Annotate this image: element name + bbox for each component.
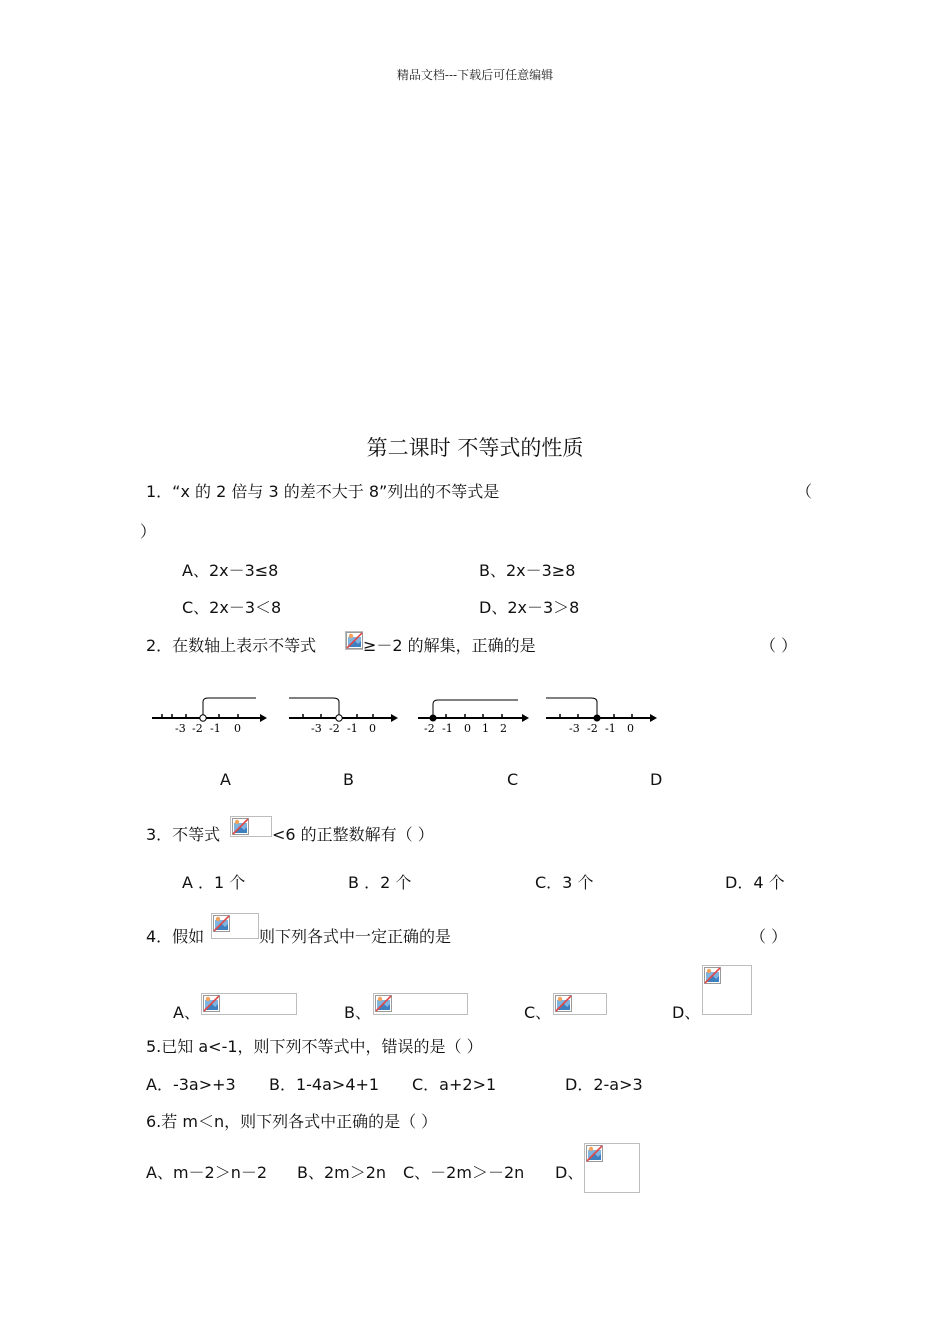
question-3-option-c: C．3 个	[535, 873, 594, 892]
question-4-option-d-image	[702, 965, 752, 1015]
question-4-image	[211, 913, 259, 939]
question-5-text: 5.已知 a<-1，则下列不等式中，错误的是（ ）	[146, 1037, 483, 1056]
question-4-option-d: D、	[672, 1003, 701, 1022]
question-1-option-c: C、2x－3＜8	[182, 598, 282, 617]
question-2-image	[345, 631, 363, 650]
question-3-option-b: B ．2 个	[348, 873, 412, 892]
tick-label: -1	[347, 722, 358, 735]
tick-label: -1	[442, 722, 453, 735]
tick-label: -2	[192, 722, 203, 735]
broken-image-icon	[213, 915, 230, 932]
number-line-d-label: D	[650, 770, 663, 789]
broken-image-icon	[555, 995, 572, 1012]
question-1-paren-open: （	[796, 482, 813, 501]
question-6-option-b: B、2m＞2n	[297, 1163, 387, 1182]
broken-image-icon	[375, 995, 392, 1012]
tick-label: -2	[329, 722, 340, 735]
broken-image-icon	[346, 632, 363, 649]
tick-label: -2	[424, 722, 435, 735]
number-line-c	[414, 690, 532, 740]
tick-label: 0	[234, 722, 241, 735]
question-1-option-b: B、2x－3≥8	[479, 561, 576, 580]
question-3-image	[230, 816, 272, 837]
tick-label: -3	[569, 722, 580, 735]
page-header: 精品文档---下载后可任意编辑	[396, 68, 554, 82]
question-2-paren: （ ）	[760, 636, 798, 655]
broken-image-icon	[232, 818, 249, 835]
question-6-text: 6.若 m＜n，则下列各式中正确的是（ ）	[146, 1112, 438, 1131]
question-3-option-d: D．4 个	[725, 873, 785, 892]
question-5-option-d: D．2-a>3	[565, 1075, 643, 1094]
tick-label: 0	[369, 722, 376, 735]
question-4-option-a: A、	[173, 1003, 200, 1022]
number-line-d	[542, 690, 662, 740]
question-4-option-c: C、	[524, 1003, 552, 1022]
tick-label: -1	[605, 722, 616, 735]
question-5-option-c: C．a+2>1	[412, 1075, 497, 1094]
question-2-text-after: ≥－2 的解集，正确的是	[363, 636, 536, 655]
question-4-paren: （ ）	[750, 927, 788, 946]
question-1-option-a: A、2x－3≤8	[182, 561, 279, 580]
broken-image-icon	[704, 967, 721, 984]
question-4-option-a-image	[201, 993, 297, 1015]
tick-label: 0	[464, 722, 471, 735]
question-4-option-c-image	[553, 993, 607, 1015]
question-1-text: 1．“x 的 2 倍与 3 的差不大于 8”列出的不等式是	[146, 482, 500, 501]
number-line-a	[148, 690, 270, 740]
tick-label: -3	[311, 722, 322, 735]
question-4-text-before: 4．假如	[146, 927, 205, 946]
question-5-option-b: B．1-4a>4+1	[269, 1075, 380, 1094]
page-title: 第二课时 不等式的性质	[366, 436, 584, 460]
question-3-text-after: <6 的正整数解有（ ）	[272, 825, 434, 844]
question-2-text-before: 2．在数轴上表示不等式	[146, 636, 317, 655]
tick-label: -1	[210, 722, 221, 735]
question-3-option-a: A ．1 个	[182, 873, 246, 892]
question-4-text-after: 则下列各式中一定正确的是	[259, 927, 452, 946]
tick-label: -3	[175, 722, 186, 735]
number-line-a-label: A	[220, 770, 231, 789]
question-6-option-c: C、－2m＞－2n	[403, 1163, 525, 1182]
question-4-option-b: B、	[344, 1003, 371, 1022]
number-line-c-label: C	[507, 770, 519, 789]
question-6-option-d-image	[584, 1143, 640, 1193]
question-6-option-d: D、	[555, 1163, 584, 1182]
question-6-option-a: A、m－2＞n－2	[146, 1163, 268, 1182]
question-3-text-before: 3．不等式	[146, 825, 221, 844]
tick-label: -2	[587, 722, 598, 735]
tick-label: 0	[627, 722, 634, 735]
broken-image-icon	[203, 995, 220, 1012]
number-line-b	[285, 690, 401, 740]
question-5-option-a: A．-3a>+3	[146, 1075, 236, 1094]
tick-label: 2	[500, 722, 507, 735]
question-4-option-b-image	[373, 993, 468, 1015]
number-line-b-label: B	[343, 770, 354, 789]
tick-label: 1	[482, 722, 489, 735]
broken-image-icon	[586, 1145, 603, 1162]
question-1-option-d: D、2x－3＞8	[479, 598, 580, 617]
question-1-paren-close: ）	[140, 522, 157, 541]
